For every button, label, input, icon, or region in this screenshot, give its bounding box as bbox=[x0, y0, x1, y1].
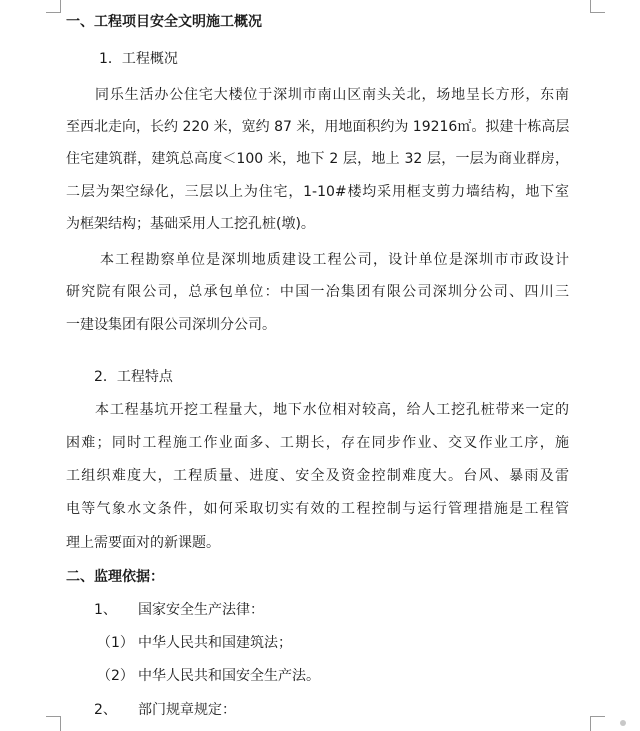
crop-mark-top-right bbox=[590, 0, 605, 13]
crop-mark-bottom-left bbox=[46, 716, 61, 731]
paragraph-1-line-1: 同乐生活办公住宅大楼位于深圳市南山区南头关北，场地呈长方形，东南 bbox=[95, 87, 569, 103]
paragraph-1-line-4: 二层为架空绿化，三层以上为住宅，1-10#楼均采用框支剪力墙结构，地下室 bbox=[66, 184, 569, 200]
crop-mark-top-left bbox=[46, 0, 61, 13]
subsection-title-2: 2．工程特点 bbox=[94, 369, 173, 385]
paragraph-3-line-1: 本工程基坑开挖工程量大，地下水位相对较高，给人工挖孔桩带来一定的 bbox=[95, 402, 569, 418]
list-item-text: 中华人民共和国安全生产法。 bbox=[138, 668, 320, 684]
paragraph-3-line-4: 电等气象水文条件，如何采取切实有效的工程控制与运行管理措施是工程管 bbox=[66, 501, 569, 517]
paragraph-1-line-5: 为框架结构；基础采用人工挖孔桩(墩)。 bbox=[66, 216, 315, 232]
list-item-text: 部门规章规定： bbox=[138, 702, 236, 718]
paragraph-3-line-5: 理上需要面对的新课题。 bbox=[66, 535, 220, 551]
section-heading-2: 二、监理依据： bbox=[66, 569, 164, 585]
list-item-number: （1） bbox=[97, 635, 134, 651]
list-item-number: （2） bbox=[97, 668, 134, 684]
paragraph-2-line-1: 本工程勘察单位是深圳地质建设工程公司，设计单位是深圳市市政设计 bbox=[100, 252, 569, 268]
list-item-text: 中华人民共和国建筑法； bbox=[138, 635, 292, 651]
paragraph-3-line-2: 困难；同时工程施工作业面多、工期长，存在同步作业、交叉作业工序，施 bbox=[66, 435, 569, 451]
section-heading-1: 一、工程项目安全文明施工概况 bbox=[66, 14, 262, 30]
scroll-indicator-dot bbox=[620, 720, 626, 726]
paragraph-1-line-3: 住宅建筑群，建筑总高度＜100 米，地下 2 层，地上 32 层，一层为商业群房， bbox=[66, 151, 569, 167]
paragraph-1-line-2: 至西北走向，长约 220 米，宽约 87 米，用地面积约为 19216㎡。拟建十栋高层 bbox=[66, 119, 569, 135]
subsection-title-1: 1．工程概况 bbox=[99, 51, 178, 67]
paragraph-2-line-2: 研究院有限公司，总承包单位：中国一冶集团有限公司深圳分公司、四川三 bbox=[66, 284, 569, 300]
crop-mark-bottom-right bbox=[590, 716, 605, 731]
list-item-number: 2、 bbox=[94, 702, 117, 718]
paragraph-2-line-3: 一建设集团有限公司深圳分公司。 bbox=[66, 317, 276, 333]
list-item-text: 国家安全生产法律： bbox=[138, 602, 264, 618]
paragraph-3-line-3: 工组织难度大，工程质量、进度、安全及资金控制难度大。台风、暴雨及雷 bbox=[66, 468, 569, 484]
list-item-number: 1、 bbox=[94, 602, 117, 618]
